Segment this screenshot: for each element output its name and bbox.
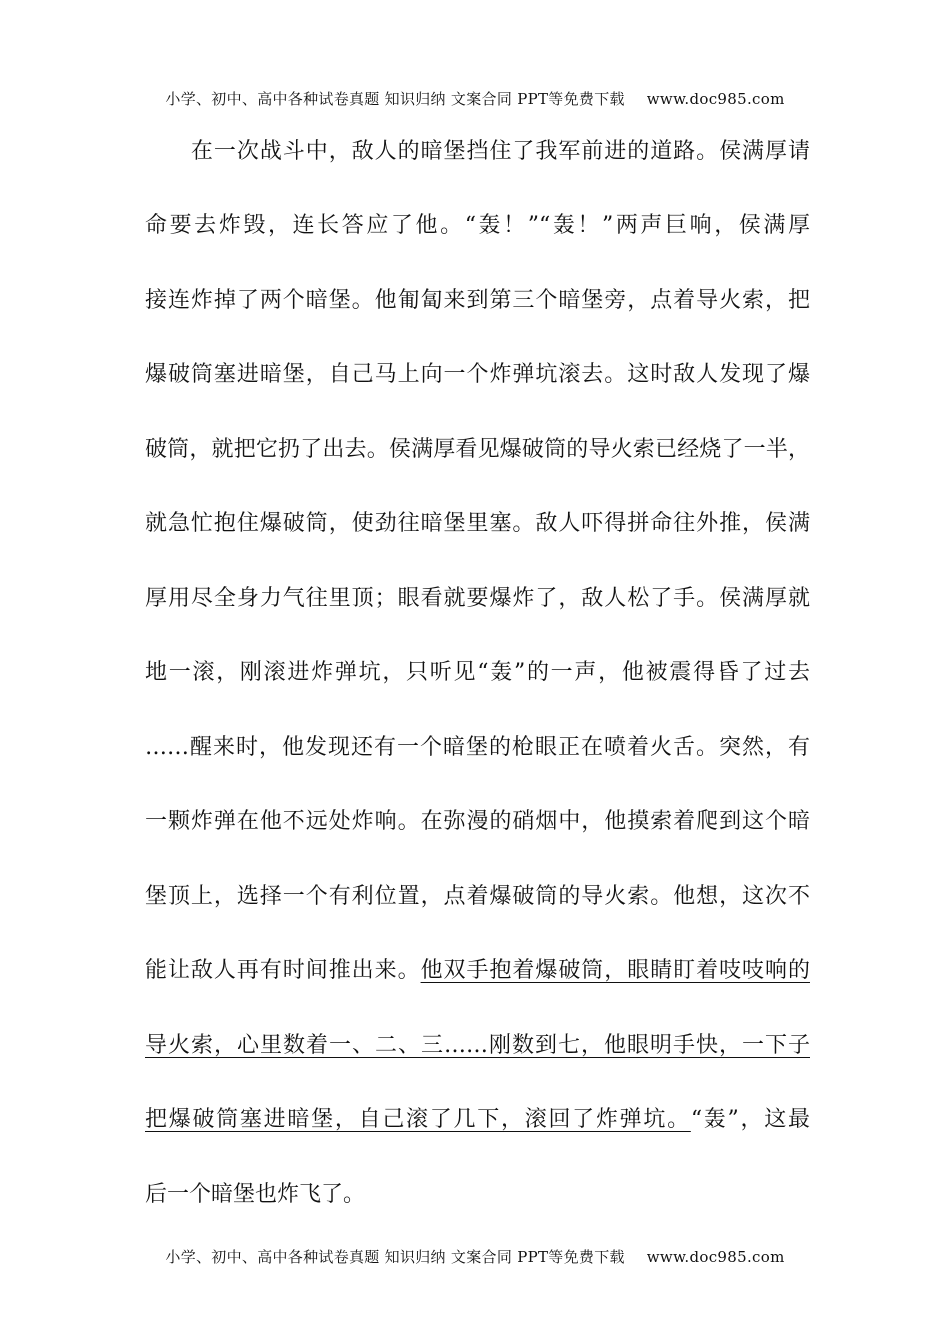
text-line-mixed — [145, 1106, 810, 1134]
plain-text: “轰”，这最 — [690, 1107, 810, 1132]
text-line: 一颗炸弹在他不远处炸响。在弥漫的硝烟中，他摸索着爬到这个暗 — [145, 809, 810, 834]
text-line: 接连炸掉了两个暗堡。他匍匐来到第三个暗堡旁，点着导火索，把 — [145, 288, 810, 313]
text-line: 厚用尽全身力气往里顶；眼看就要爆炸了，敌人松了手。侯满厚就 — [145, 586, 810, 611]
plain-text: 能让敌人再有时间推出来。 — [145, 958, 421, 983]
header-url: www.doc985.com — [646, 90, 785, 108]
text-line: 地一滚，刚滚进炸弹坑，只听见“轰”的一声，他被震得昏了过去 — [145, 660, 810, 685]
header-text: 小学、初中、高中各种试卷真题 知识归纳 文案合同 PPT等免费下载 — [165, 90, 625, 108]
text-line: 爆破筒塞进暗堡，自己马上向一个炸弹坑滚去。这时敌人发现了爆 — [145, 362, 810, 387]
page-header — [0, 88, 950, 109]
underlined-text: 他双手抱着爆破筒，眼睛盯着吱吱响的 — [420, 958, 810, 983]
underlined-text: 导火索，心里数着一、二、三……刚数到七，他眼明手快，一下子 — [145, 1033, 810, 1058]
footer-url: www.doc985.com — [646, 1248, 785, 1266]
text-line: 破筒，就把它扔了出去。侯满厚看见爆破筒的导火索已经烧了一半， — [145, 437, 810, 462]
text-line: ……醒来时，他发现还有一个暗堡的枪眼正在喷着火舌。突然，有 — [145, 735, 810, 760]
underlined-text: 把爆破筒塞进暗堡，自己滚了几下，滚回了炸弹坑。 — [145, 1107, 691, 1132]
text-line-underlined — [145, 1032, 810, 1060]
text-line-last: 后一个暗堡也炸飞了。 — [145, 1182, 366, 1207]
text-line: 就急忙抱住爆破筒，使劲往暗堡里塞。敌人吓得拼命往外推，侯满 — [145, 511, 810, 536]
text-line: 堡顶上，选择一个有利位置，点着爆破筒的导火索。他想，这次不 — [145, 884, 810, 909]
text-line: 命要去炸毁，连长答应了他。“轰！”“轰！”两声巨响，侯满厚 — [145, 213, 810, 238]
text-line: 在一次战斗中，敌人的暗堡挡住了我军前进的道路。侯满厚请 — [145, 139, 810, 164]
footer-text: 小学、初中、高中各种试卷真题 知识归纳 文案合同 PPT等免费下载 — [165, 1248, 625, 1266]
text-line-mixed — [145, 957, 810, 985]
page-footer — [0, 1246, 950, 1267]
